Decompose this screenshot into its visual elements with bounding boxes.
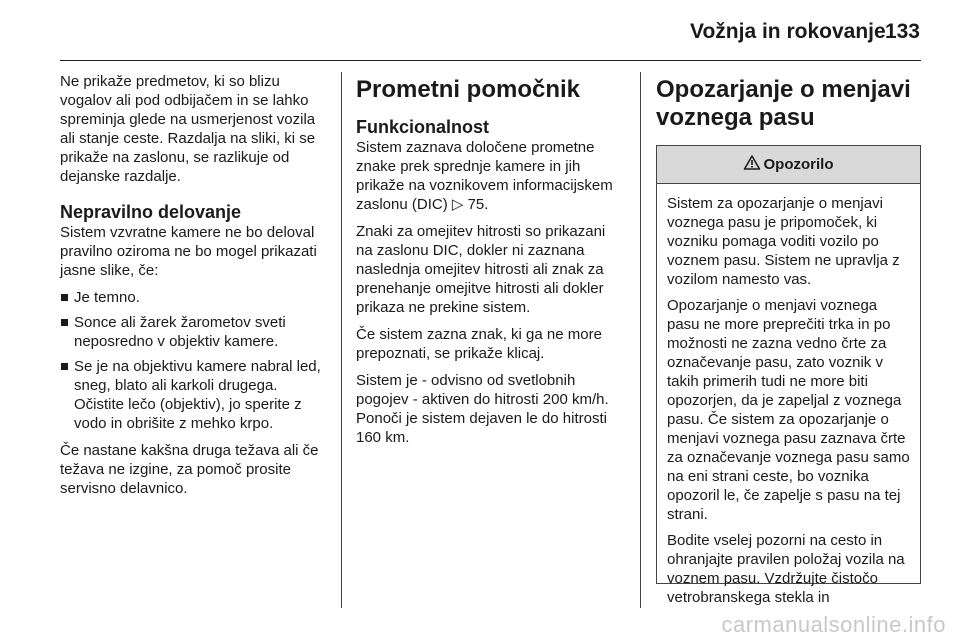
warning-header [657, 146, 920, 184]
header-divider [60, 60, 921, 61]
malfunction-heading: Nepravilno delovanje [60, 202, 242, 222]
functionality-paragraph [356, 138, 626, 214]
list-item: Sonce ali žarek žarometov sveti neposredno v objektiv kamere. [60, 313, 328, 351]
functionality-text: Sistem zaznava določene prometne znake prek sprednje kamere in jih prikaže na voznikovem informacijskem zaslonu (DIC) [356, 139, 613, 213]
functionality-heading: Funkcionalnost [356, 117, 490, 137]
warning-paragraph: Sistem za opozarjanje o menjavi voznega pasu je pripomoček, ki vozniku pomaga voditi vozilo po voznem pasu. Sistem ne upravlja z vozilom namesto vas. [667, 195, 900, 288]
column-divider [341, 72, 342, 608]
malfunction-list [60, 288, 328, 433]
warning-paragraph: Opozarjanje o menjavi voznega pasu ne more preprečiti trka in po možnosti ne zazna vedno črte za označevanje pasu, zato voznik v takih primerih tudi ne more biti opozorjen, da je zapeljal z voznega pasu. Če sistem za opozarjanje o menjavi voznega pasu zaznava črte za označevanje voznega pasu samo na eni strani ceste, bo voznika opozoril le, če zapelje s pasu na tej strani. [667, 297, 910, 523]
list-item: Se je na objektivu kamere nabral led, sneg, blato ali karkoli drugega. Očistite lečo (objektiv), jo sperite z vodo in obrišite z mehko krpo. [60, 357, 328, 433]
column-right [656, 72, 921, 606]
exclamation-paragraph: Če sistem zazna znak, ki ga ne more prepoznati, se prikaže klicaj. [356, 326, 602, 362]
closing-paragraph: Če nastane kakšna druga težava ali če težava ne izgine, za pomoč prosite servisno delavnico. [60, 442, 319, 497]
intro-paragraph: Ne prikaže predmetov, ki so blizu vogalov ali pod odbijačem in se lahko spreminja glede na usmerjenost vozila ali stanje ceste. Razdalja na sliki, ki se prikaže na zaslonu, se razlikuje od dejanske razdalje. [60, 73, 316, 185]
warning-box [656, 145, 921, 606]
column-middle [356, 72, 626, 455]
warning-paragraph: Bodite vselej pozorni na cesto in ohranjajte pravilen položaj vozila na voznem pasu. Vzdržujte čistočo vetrobranskega stekla in [667, 532, 905, 606]
list-item: Je temno. [60, 288, 328, 307]
speed-limit-paragraph: Znaki za omejitev hitrosti so prikazani na zaslonu DIC, dokler ni zaznana naslednja omejitev hitrosti ali znak za prenehanje omejitve hitrosti ali dokler prikaza ne prekine sistem. [356, 223, 606, 316]
traffic-assistant-title: Prometni pomočnik [356, 76, 581, 103]
warning-label: Opozorilo [763, 156, 834, 173]
page-ref-arrow-icon: ▷ [451, 196, 464, 213]
malfunction-lead: Sistem vzvratne kamere ne bo deloval pravilno oziroma ne bo mogel prikazati jasne slike, če: [60, 224, 317, 279]
speed-range-paragraph: Sistem je - odvisno od svetlobnih pogojev - aktiven do hitrosti 200 km/h. Ponoči je sistem dejaven le do hitrosti 160 km. [356, 372, 609, 446]
page-number: 133 [884, 20, 920, 43]
column-divider [640, 72, 641, 608]
watermark: carmanualsonline.info [721, 612, 946, 637]
page-ref-link[interactable]: 75. [467, 196, 489, 213]
warning-body [657, 184, 920, 607]
lane-departure-title: Opozarjanje o menjavi voznega pasu [656, 76, 911, 131]
warning-triangle-icon [744, 155, 760, 175]
page-header-title: Vožnja in rokovanje [690, 20, 886, 43]
column-left [60, 72, 328, 506]
